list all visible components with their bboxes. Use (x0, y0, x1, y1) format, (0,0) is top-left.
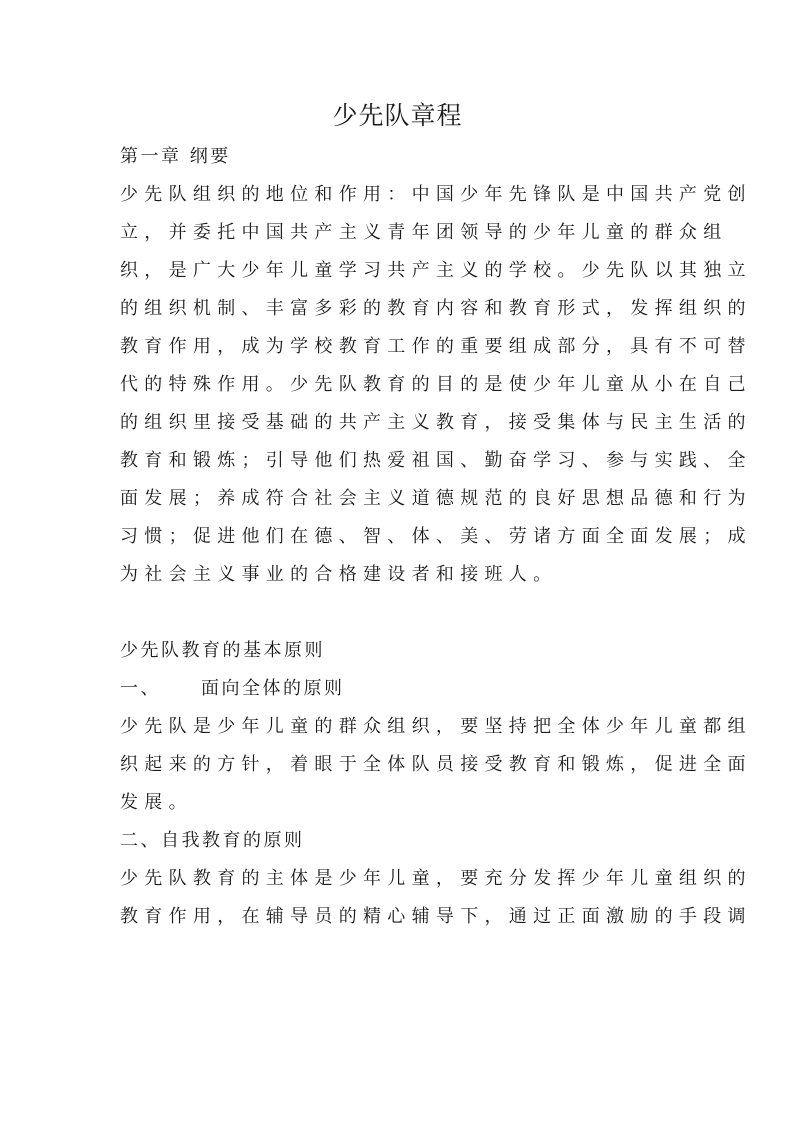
paragraph-line: 的组织机制、丰富多彩的教育内容和教育形式，发挥组织的 (120, 298, 752, 319)
principle-2-heading: 二、自我教育的原则 (120, 830, 305, 851)
principle-1-title: 面向全体的原则 (201, 678, 345, 699)
paragraph-line: 习惯；促进他们在德、智、体、美、劳诸方面全面发展；成 (120, 526, 752, 547)
paragraph-line: 立，并委托中国共产主义青年团领导的少年儿童的群众组 (120, 222, 728, 243)
blank-line (120, 594, 675, 632)
paragraph-line: 发展。 (120, 792, 193, 813)
principle-2-paragraph (120, 860, 752, 936)
paragraph-line: 为社会主义事业的合格建设者和接班人。 (120, 564, 558, 585)
principle-1-heading (120, 670, 675, 708)
paragraph-line: 织，是广大少年儿童学习共产主义的学校。少先队以其独立 (120, 260, 752, 281)
paragraph-line: 面发展；养成符合社会主义道德规范的良好思想品德和行为 (120, 488, 752, 509)
paragraph-line: 少先队是少年儿童的群众组织，要坚持把全体少年儿童都组 (120, 716, 752, 737)
paragraph-line: 教育作用，在辅导员的精心辅导下，通过正面激励的手段调 (120, 906, 752, 927)
paragraph-line: 少先队教育的主体是少年儿童，要充分发挥少年儿童组织的 (120, 868, 752, 889)
principle-1-number: 一、 (120, 678, 161, 699)
document-page (120, 96, 752, 936)
section-role-paragraph (120, 176, 752, 594)
paragraph-line: 织起来的方针，着眼于全体队员接受教育和锻炼，促进全面 (120, 754, 752, 775)
document-title: 少先队章程 (332, 101, 463, 130)
principle-1-paragraph (120, 708, 752, 822)
paragraph-line: 教育作用，成为学校教育工作的重要组成部分，具有不可替 (120, 336, 752, 357)
principles-heading: 少先队教育的基本原则 (120, 640, 325, 661)
paragraph-line: 代的特殊作用。少先队教育的目的是使少年儿童从小在自己 (120, 374, 752, 395)
chapter-heading: 第一章 纲要 (120, 146, 231, 167)
paragraph-line: 教育和锻炼；引导他们热爱祖国、勤奋学习、参与实践、全 (120, 450, 752, 471)
paragraph-line: 少先队组织的地位和作用：中国少年先锋队是中国共产党创 (120, 184, 752, 205)
paragraph-line: 的组织里接受基础的共产主义教育，接受集体与民主生活的 (120, 412, 752, 433)
